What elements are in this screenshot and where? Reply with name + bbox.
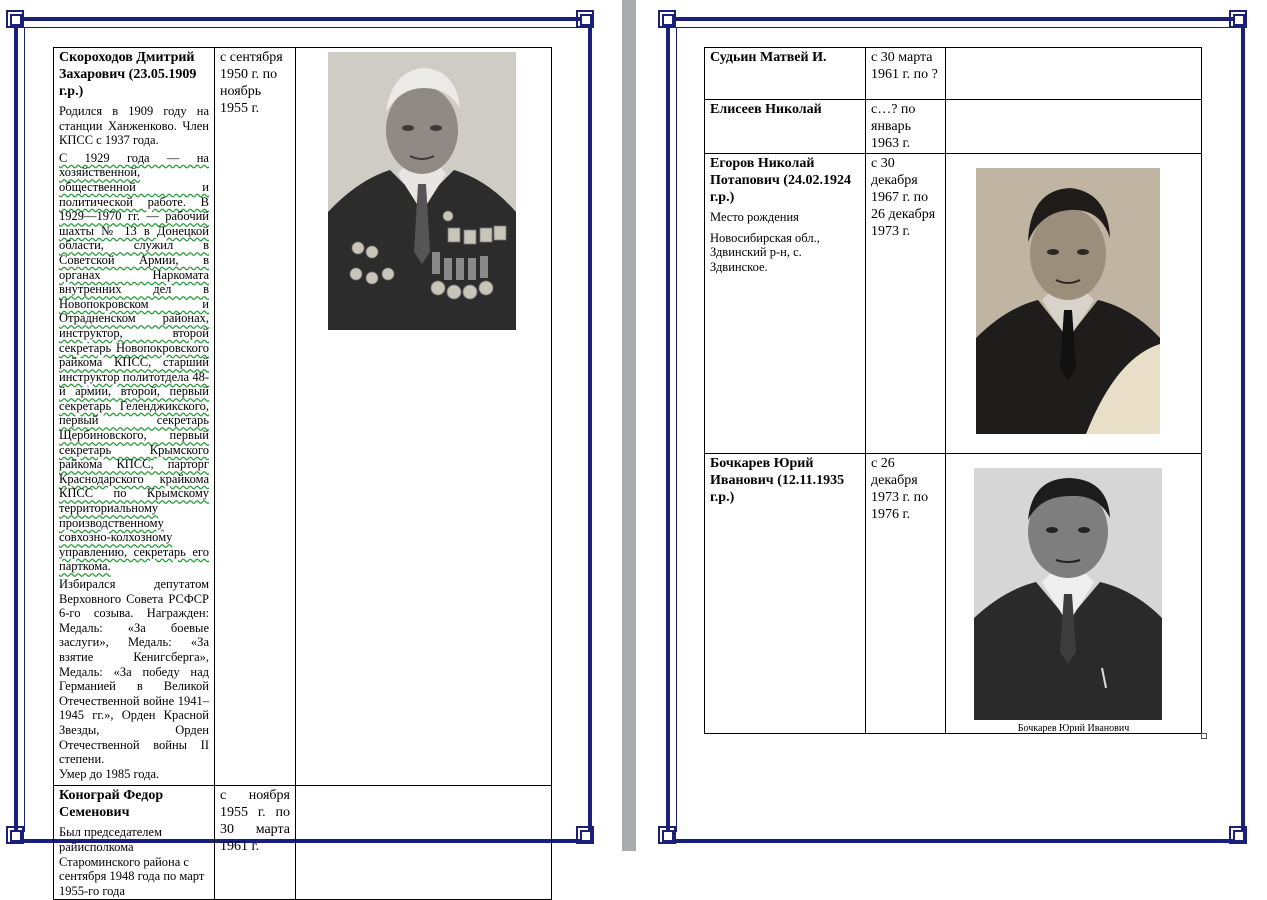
bio-paragraph: С 1929 года — на хозяйственной, общественной и политической работе. В 1929—1970 гг. — рабочий шахты № 13 в Донецкой области, служил в Советской Армии, в органах Наркомата внутренних дел в Новопокровском и Отрадненском районах, инструктор, второй секретарь Новопокровского райкома КПСС, старший инструктор политотдела 48-й армии, второй, первый секретарь Геленджикского, первый секретарь Щербиновского, первый секретарь Крымского райкома КПСС, парторг Краснодарского крайкома КПСС по Крымскому территориальному производственному совхозно-колхозному управлению, секретарь его парткома. xyxy=(59,150,209,574)
table-row xyxy=(54,48,552,786)
period-cell xyxy=(866,154,946,454)
person-name: Елисеев Николай xyxy=(710,102,822,117)
period-cell xyxy=(866,48,946,100)
bio-paragraph: Родился в 1909 году на станции Ханженково. Член КПСС с 1937 года. xyxy=(59,104,209,148)
officials-table xyxy=(53,47,552,900)
photo-cell xyxy=(946,454,1202,734)
corner-ornament xyxy=(658,10,680,32)
person-cell xyxy=(705,48,866,100)
person-name: Скороходов Дмитрий Захарович (23.05.1909 г.р.) xyxy=(59,50,197,99)
person-name: Егоров Николай Потапович (24.02.1924 г.р.) xyxy=(710,156,851,205)
corner-ornament xyxy=(1229,826,1251,848)
table-row xyxy=(705,454,1202,734)
period-cell xyxy=(866,454,946,734)
table-resize-handle[interactable] xyxy=(1201,733,1207,739)
photo-caption: Бочкарев Юрий Иванович xyxy=(1017,723,1130,734)
corner-ornament xyxy=(576,826,598,848)
corner-ornament xyxy=(1229,10,1251,32)
bio-paragraph: Место рождения xyxy=(710,210,799,224)
person-bio xyxy=(59,104,209,781)
bio-paragraph: Избирался депутатом Верховного Совета РСФСР 6-го созыва. Награжден: Медаль: «За боевые заслуги», Медаль: «За взятие Кенигсберга», Медаль: «За победу над Германией в Великой Отечественной войне 1941–1945 гг.», Орден Красной Звезды, Орден Отечественной войны II степени. xyxy=(59,577,209,767)
portrait-photo xyxy=(974,468,1162,720)
document-page-right xyxy=(636,0,1267,851)
document-page-left xyxy=(0,0,622,898)
photo-cell xyxy=(296,48,552,786)
photo-cell xyxy=(946,100,1202,154)
page-gutter xyxy=(622,0,636,851)
period-cell xyxy=(215,48,296,786)
portrait-photo xyxy=(328,52,516,330)
table-row xyxy=(705,48,1202,100)
period-cell xyxy=(215,786,296,900)
corner-ornament xyxy=(576,10,598,32)
period-text: с…? по январь 1963 г. xyxy=(871,102,916,151)
officials-table xyxy=(704,47,1202,734)
person-name: Судьин Матвей И. xyxy=(710,50,827,65)
table-row xyxy=(705,100,1202,154)
corner-ornament xyxy=(658,826,680,848)
person-cell xyxy=(705,154,866,454)
corner-ornament xyxy=(6,826,28,848)
table-row xyxy=(705,154,1202,454)
person-name: Бочкарев Юрий Иванович (12.11.1935 г.р.) xyxy=(710,456,845,505)
person-cell xyxy=(705,454,866,734)
person-name: Конограй Федор Семенович xyxy=(59,788,164,821)
person-bio xyxy=(710,210,860,274)
portrait-photo xyxy=(976,168,1160,434)
photo-cell xyxy=(946,48,1202,100)
table-row xyxy=(54,786,552,900)
period-text: с ноября 1955 г. по 30 марта 1961 г. xyxy=(220,788,290,855)
person-cell xyxy=(54,48,215,786)
corner-ornament xyxy=(6,10,28,32)
person-cell xyxy=(705,100,866,154)
bio-paragraph: Новосибирская обл., Здвинский р-н, с. Здвинское. xyxy=(710,230,820,274)
period-text: с 26 декабря 1973 г. по 1976 г. xyxy=(871,456,929,522)
bio-paragraph: Умер до 1985 года. xyxy=(59,766,160,781)
period-text: с сентября 1950 г. по ноябрь 1955 г. xyxy=(220,50,283,116)
person-bio: Был председателем райисполкома Староминского района с сентября 1948 года по март 1955-го года xyxy=(59,825,205,898)
person-cell xyxy=(54,786,215,900)
period-text: с 30 декабря 1967 г. по 26 декабря 1973 г. xyxy=(871,156,936,239)
photo-cell xyxy=(946,154,1202,454)
photo-cell xyxy=(296,786,552,900)
period-text: с 30 марта 1961 г. по ? xyxy=(871,50,938,82)
period-cell xyxy=(866,100,946,154)
